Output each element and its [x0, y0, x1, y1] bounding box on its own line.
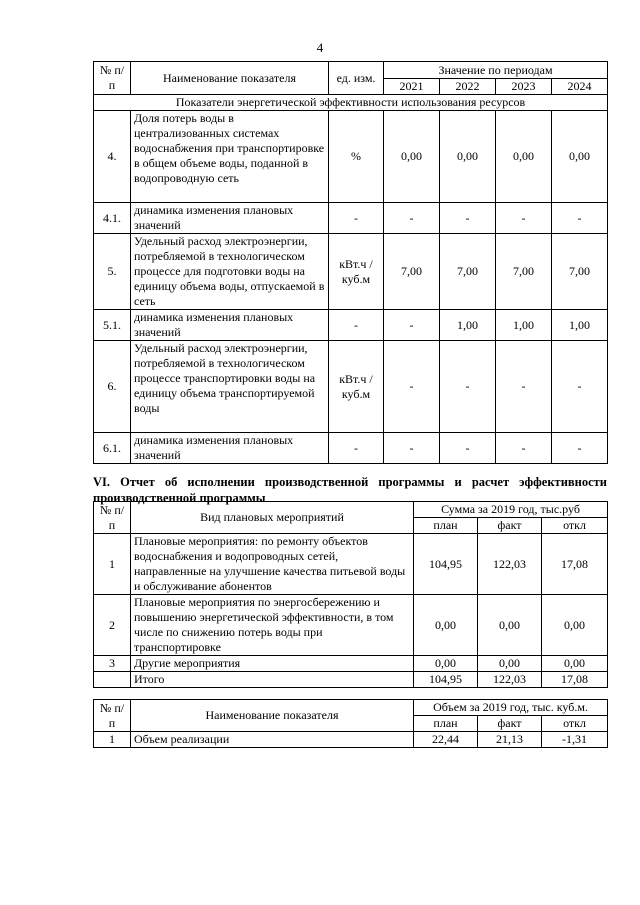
header-col: факт: [478, 716, 542, 732]
row-name: Плановые мероприятия: по ремонту объектов водоснабжения и водопроводных сетей, направленные на улучшение качества питьевой воды и обслуживание абонентов: [131, 534, 414, 595]
row-value: 0,00: [478, 595, 542, 656]
row-value: -: [440, 433, 496, 464]
row-num: 2: [94, 595, 131, 656]
row-name: динамика изменения плановых значений: [131, 203, 329, 234]
header-num: № п/п: [94, 62, 131, 95]
header-col: откл: [542, 716, 608, 732]
row-value: -: [440, 203, 496, 234]
total-value: 122,03: [478, 672, 542, 688]
row-value: 104,95: [414, 534, 478, 595]
row-num: 5.1.: [94, 310, 131, 341]
row-value: -: [384, 433, 440, 464]
section-title: Показатели энергетической эффективности использования ресурсов: [94, 95, 608, 111]
header-year: 2024: [552, 79, 608, 95]
row-value: 0,00: [542, 656, 608, 672]
row-value: -: [552, 341, 608, 433]
header-col: факт: [478, 518, 542, 534]
row-unit: -: [329, 433, 384, 464]
row-name: Доля потерь воды в централизованных системах водоснабжения при транспортировке в общем объеме воды, поданной в водопроводную сеть: [131, 111, 329, 203]
header-num: № п/п: [94, 700, 131, 732]
header-year: 2021: [384, 79, 440, 95]
row-value: 0,00: [478, 656, 542, 672]
table-row: [94, 732, 608, 748]
row-value: -: [552, 203, 608, 234]
row-value: 0,00: [384, 111, 440, 203]
row-name: Объем реализации: [131, 732, 414, 748]
row-value: 7,00: [552, 234, 608, 310]
sales-volume-table: [93, 699, 608, 748]
header-col: план: [414, 518, 478, 534]
row-value: 1,00: [552, 310, 608, 341]
header-col: откл: [542, 518, 608, 534]
row-name: Удельный расход электроэнергии, потребляемой в технологическом процессе для подготовки воды на единицу объема воды, отпускаемой в сеть: [131, 234, 329, 310]
row-value: -: [440, 341, 496, 433]
header-year: 2023: [496, 79, 552, 95]
total-value: 104,95: [414, 672, 478, 688]
row-value: -: [384, 203, 440, 234]
row-unit: %: [329, 111, 384, 203]
energy-efficiency-table: [93, 61, 608, 464]
section-heading: VI. Отчет об исполнении производственной программы и расчет эффективности производственной программы: [93, 475, 607, 505]
header-sum: Сумма за 2019 год, тыс.руб: [414, 502, 608, 518]
row-value: 0,00: [440, 111, 496, 203]
row-value: 7,00: [496, 234, 552, 310]
row-num: 4.1.: [94, 203, 131, 234]
header-name: Наименование показателя: [131, 62, 329, 95]
row-value: -: [384, 341, 440, 433]
row-value: -: [496, 341, 552, 433]
row-value: 122,03: [478, 534, 542, 595]
row-value: 0,00: [542, 595, 608, 656]
row-name: динамика изменения плановых значений: [131, 310, 329, 341]
production-program-table: [93, 501, 608, 688]
row-num: 5.: [94, 234, 131, 310]
row-value: -: [496, 203, 552, 234]
row-value: 1,00: [496, 310, 552, 341]
table-row: [94, 234, 608, 310]
total-value: 17,08: [542, 672, 608, 688]
row-value: 21,13: [478, 732, 542, 748]
row-value: 0,00: [414, 595, 478, 656]
table-row: [94, 534, 608, 595]
row-value: 0,00: [552, 111, 608, 203]
row-unit: кВт.ч / куб.м: [329, 234, 384, 310]
row-num: 1: [94, 732, 131, 748]
header-num: № п/п: [94, 502, 131, 534]
row-name: Плановые мероприятия по энергосбережению и повышению энергетической эффективности, в том числе по снижению потерь воды при транспортировке: [131, 595, 414, 656]
header-volume: Объем за 2019 год, тыс. куб.м.: [414, 700, 608, 716]
table-row: [94, 656, 608, 672]
page-number: 4: [316, 40, 324, 55]
row-value: 7,00: [384, 234, 440, 310]
row-unit: -: [329, 310, 384, 341]
row-value: 0,00: [496, 111, 552, 203]
row-name: Удельный расход электроэнергии, потребляемой в технологическом процессе транспортировки воды на единицу объема транспортируемой воды: [131, 341, 329, 433]
table-row: [94, 595, 608, 656]
row-num: 4.: [94, 111, 131, 203]
row-value: 1,00: [440, 310, 496, 341]
row-value: 7,00: [440, 234, 496, 310]
row-num: 3: [94, 656, 131, 672]
header-year: 2022: [440, 79, 496, 95]
table-row: [94, 111, 608, 203]
table-row: [94, 341, 608, 433]
table-row: [94, 203, 608, 234]
row-num: 6.: [94, 341, 131, 433]
row-unit: -: [329, 203, 384, 234]
row-value: -: [496, 433, 552, 464]
header-unit: ед. изм.: [329, 62, 384, 95]
table-row: [94, 310, 608, 341]
header-col: план: [414, 716, 478, 732]
header-periods: Значение по периодам: [384, 62, 608, 79]
header-name: Вид плановых мероприятий: [131, 502, 414, 534]
row-num: 1: [94, 534, 131, 595]
row-name: динамика изменения плановых значений: [131, 433, 329, 464]
table-row: [94, 433, 608, 464]
row-value: 22,44: [414, 732, 478, 748]
header-name: Наименование показателя: [131, 700, 414, 732]
row-value: 17,08: [542, 534, 608, 595]
total-num: [94, 672, 131, 688]
row-num: 6.1.: [94, 433, 131, 464]
row-value: -: [552, 433, 608, 464]
total-label: Итого: [131, 672, 414, 688]
row-value: 0,00: [414, 656, 478, 672]
row-value: -1,31: [542, 732, 608, 748]
row-value: -: [384, 310, 440, 341]
row-unit: кВт.ч / куб.м: [329, 341, 384, 433]
total-row: [94, 672, 608, 688]
row-name: Другие мероприятия: [131, 656, 414, 672]
